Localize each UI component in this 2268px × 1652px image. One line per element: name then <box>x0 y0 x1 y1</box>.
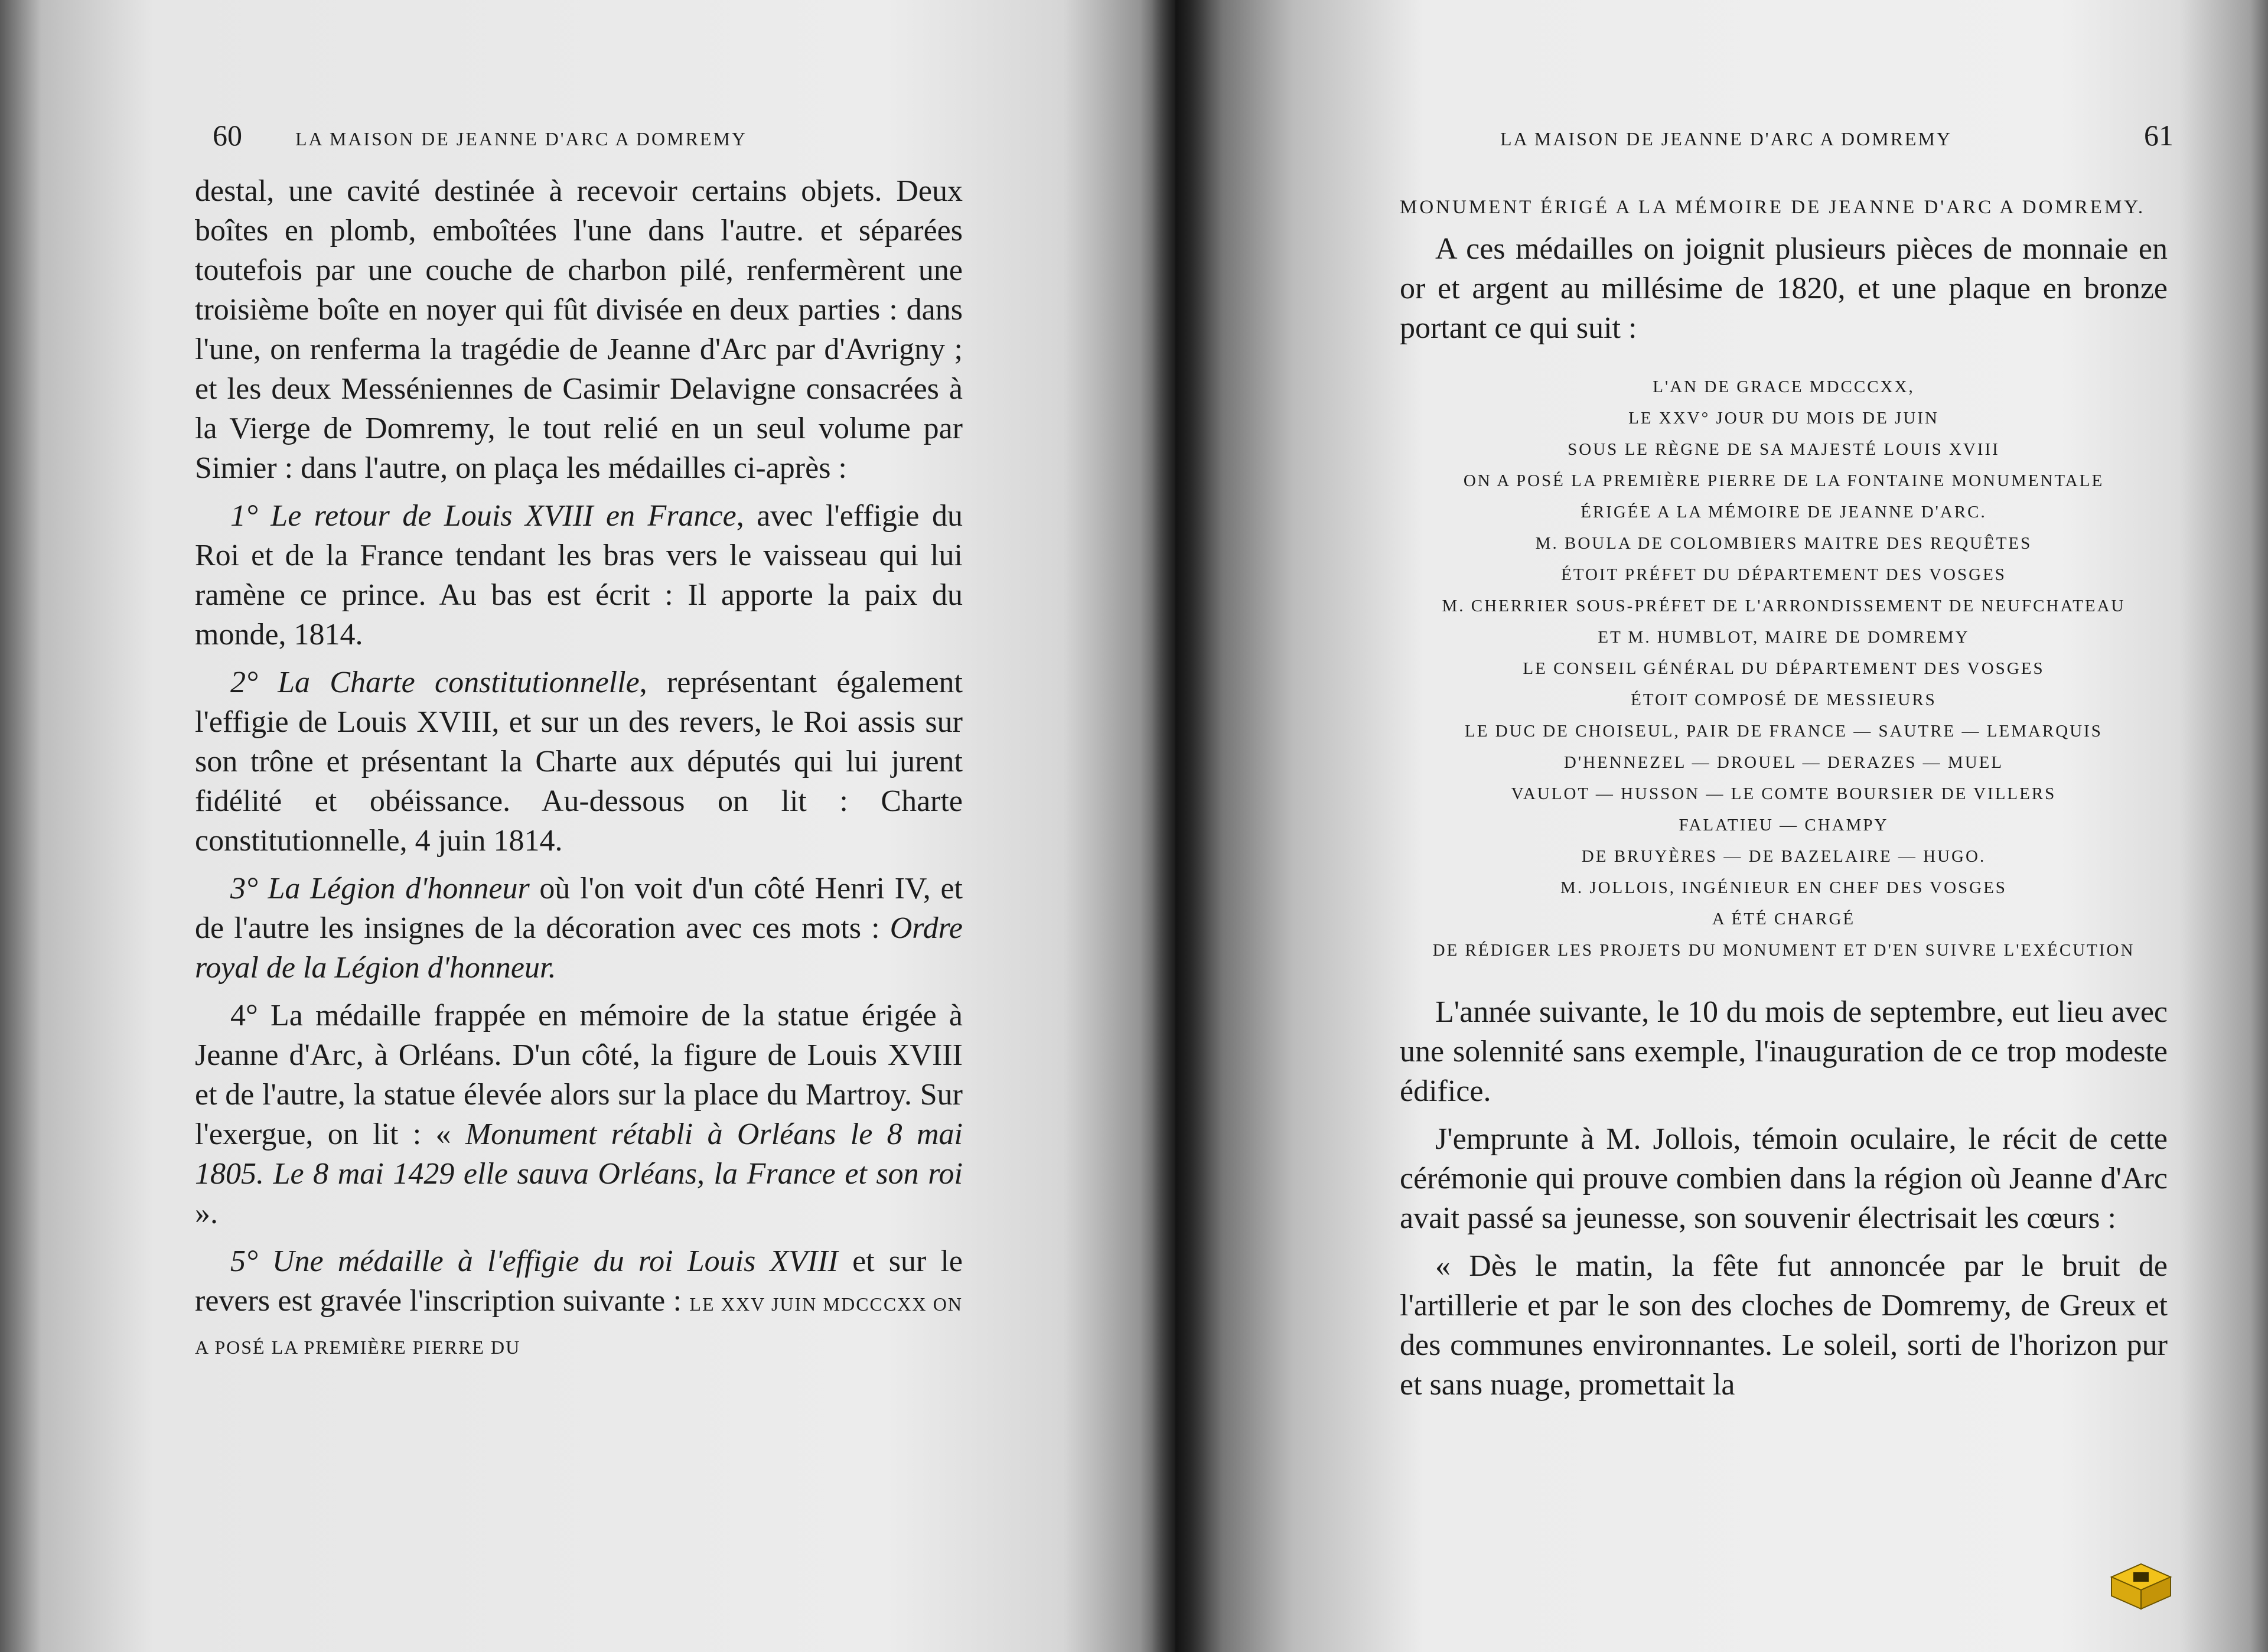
inscription-line: L'AN DE GRACE MDCCCXX, <box>1653 377 1915 396</box>
monument-heading: MONUMENT ÉRIGÉ A LA MÉMOIRE DE JEANNE D'ARC A DOMREMY. <box>1400 197 2146 218</box>
left-running-head <box>213 118 980 165</box>
right-paragraph-3: « Dès le matin, la fête fut annoncée par le bruit de l'artillerie et par le son des cloches de Domremy, de Greux et des communes environnantes. Le soleil, sorti de l'horizon pur et sans nuage, promettait la <box>1400 1249 2168 1402</box>
inscription-line: DE BRUYÈRES — DE BAZELAIRE — HUGO. <box>1581 847 1986 866</box>
right-paragraph-2: J'emprunte à M. Jollois, témoin oculaire, le récit de cette cérémonie qui prouve combien dans la région où Jeanne d'Arc avait passé sa jeunesse, son souvenir électrisait les cœurs : <box>1400 1122 2168 1235</box>
left-text-column <box>195 171 963 1376</box>
right-intro-paragraph: A ces médailles on joignit plusieurs pièces de monnaie en or et argent au millésime de 1820, et une plaque en bronze portant ce qui suit : <box>1400 232 2168 345</box>
right-page-number: 61 <box>2144 119 2174 152</box>
right-running-head <box>1500 118 2174 165</box>
left-paragraph-2: 1° Le retour de Louis XVIII en France, avec l'effigie du Roi et de la France tendant les bras vers le vaisseau qui lui ramène ce prince. Au bas est écrit : Il apporte la paix du monde, 1814. <box>195 499 963 651</box>
inscription-line: ET M. HUMBLOT, MAIRE DE DOMREMY <box>1598 628 1970 647</box>
left-page-number: 60 <box>213 119 242 152</box>
inscription-line: ÉTOIT COMPOSÉ DE MESSIEURS <box>1631 690 1937 709</box>
left-paragraph-3: 2° La Charte constitutionnelle, représentant également l'effigie de Louis XVIII, et sur un des revers, le Roi assis sur son trône et présentant la Charte aux députés qui lui jurent fidélité et obéissance. Au-dessous on lit : Charte constitutionnelle, 4 juin 1814. <box>195 666 963 858</box>
left-paragraph-4: 3° La Légion d'honneur où l'on voit d'un côté Henri IV, et de l'autre les insignes de la décoration avec ces mots : Ordre royal de la Légion d'honneur. <box>195 872 963 985</box>
inscription-line: ON A POSÉ LA PREMIÈRE PIERRE DE LA FONTAINE MONUMENTALE <box>1463 471 2104 490</box>
right-paragraph-1: L'année suivante, le 10 du mois de septembre, eut lieu avec une solennité sans exemple, l'inauguration de ce trop modeste édifice. <box>1400 995 2168 1108</box>
right-running-title: LA MAISON DE JEANNE D'ARC A DOMREMY <box>1500 128 1953 149</box>
right-text-column <box>1400 189 2168 1413</box>
inscription-line: SOUS LE RÈGNE DE SA MAJESTÉ LOUIS XVIII <box>1568 440 2000 459</box>
inscription-line: VAULOT — HUSSON — LE COMTE BOURSIER DE VILLERS <box>1511 784 2057 803</box>
yellow-cube-logo-icon <box>2106 1559 2176 1612</box>
inscription-line: LE CONSEIL GÉNÉRAL DU DÉPARTEMENT DES VOSGES <box>1523 659 2045 678</box>
inscription-line: DE RÉDIGER LES PROJETS DU MONUMENT ET D'EN SUIVRE L'EXÉCUTION <box>1432 941 2135 960</box>
plaque-inscription <box>1400 372 2168 966</box>
inscription-line: M. CHERRIER SOUS-PRÉFET DE L'ARRONDISSEMENT DE NEUFCHATEAU <box>1442 597 2126 615</box>
left-paragraph-5: 4° La médaille frappée en mémoire de la statue érigée à Jeanne d'Arc, à Orléans. D'un côté, la figure de Louis XVIII et de l'autre, la statue élevée alors sur la place du Martroy. Sur l'exergue, on lit : « Monument rétabli à Orléans le 8 mai 1805. Le 8 mai 1429 elle sauva Orléans, la France et son roi ». <box>195 999 963 1230</box>
left-running-title: LA MAISON DE JEANNE D'ARC A DOMREMY <box>295 128 748 149</box>
inscription-line: A ÉTÉ CHARGÉ <box>1712 910 1856 928</box>
inscription-line: M. JOLLOIS, INGÉNIEUR EN CHEF DES VOSGES <box>1560 878 2007 897</box>
inscription-line: ÉTOIT PRÉFET DU DÉPARTEMENT DES VOSGES <box>1561 565 2006 584</box>
inscription-line: FALATIEU — CHAMPY <box>1679 816 1889 835</box>
inscription-line: LE XXV° JOUR DU MOIS DE JUIN <box>1628 409 1939 428</box>
book-gutter <box>1140 0 1223 1652</box>
inscription-line: LE DUC DE CHOISEUL, PAIR DE FRANCE — SAUTRE — LEMARQUIS <box>1465 722 2103 741</box>
inscription-line: ÉRIGÉE A LA MÉMOIRE DE JEANNE D'ARC. <box>1581 503 1987 522</box>
inscription-line: M. BOULA DE COLOMBIERS MAITRE DES REQUÊTES <box>1535 534 2032 553</box>
left-paragraph-6: 5° Une médaille à l'effigie du roi Louis XVIII et sur le revers est gravée l'inscription suivante : LE XXV JUIN MDCCCXX ON A POSÉ LA PREMIÈRE PIERRE DU <box>195 1244 963 1358</box>
inscription-line: D'HENNEZEL — DROUEL — DERAZES — MUEL <box>1563 753 2004 772</box>
left-paragraph-1: destal, une cavité destinée à recevoir certains objets. Deux boîtes en plomb, emboîtées l'une dans l'autre. et séparées toutefois par une couche de charbon pilé, renfermèrent une troisième boîte en noyer qui fût divisée en deux parties : dans l'une, on renferma la tragédie de Jeanne d'Arc par d'Avrigny ; et les deux Messéniennes de Casimir Delavigne consacrées à la Vierge de Domremy, le tout relié en un seul volume par Simier : dans l'autre, on plaça les médailles ci-après : <box>195 174 963 485</box>
